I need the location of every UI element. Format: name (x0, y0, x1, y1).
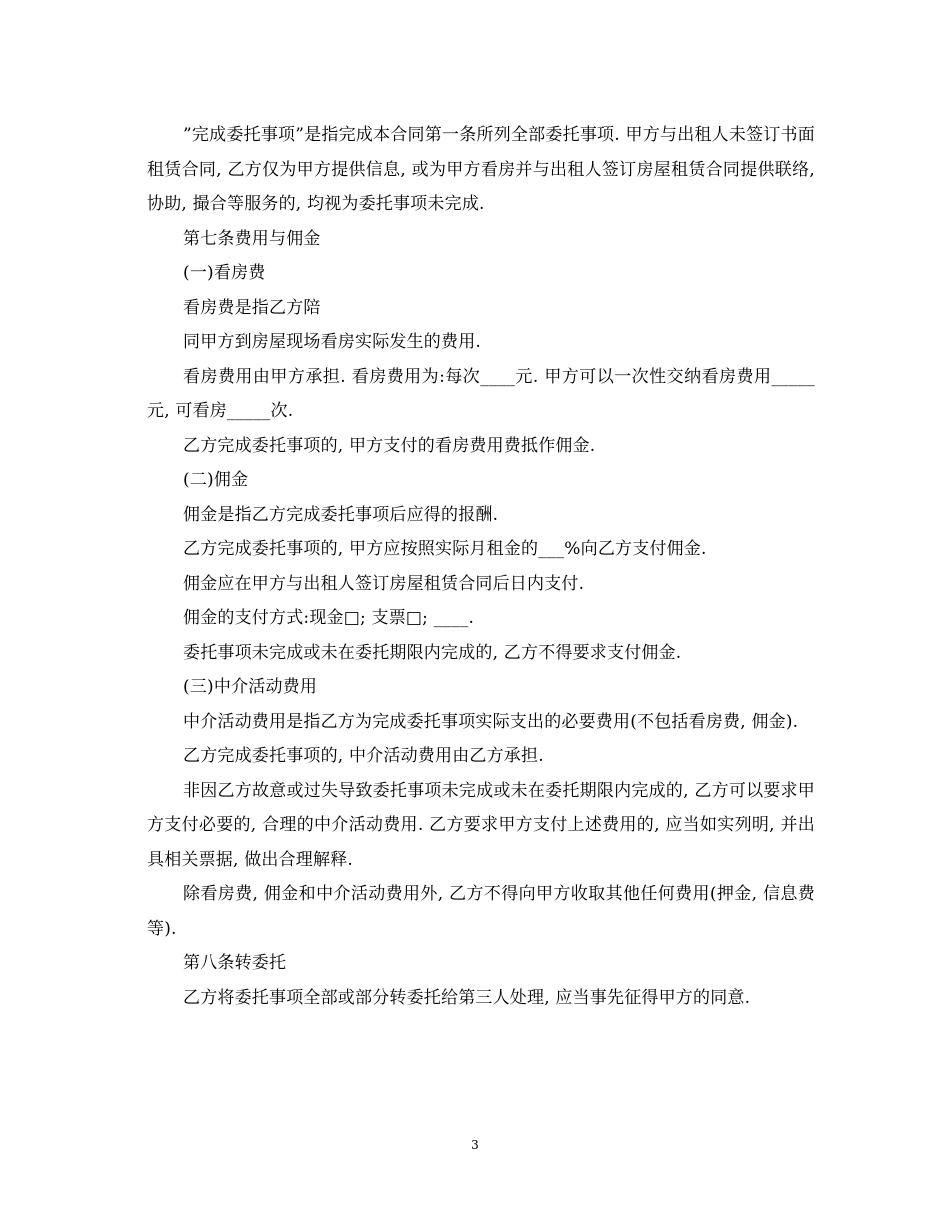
document-body (147, 118, 815, 1015)
paragraph-no-other-fees: 除看房费, 佣金和中介活动费用外, 乙方不得向甲方收取其他任何费用(押金, 信息费等). (147, 884, 815, 939)
paragraph-viewing-fee-definition-1: 看房费是指乙方陪 (183, 297, 321, 318)
paragraph-viewing-fee-offset: 乙方完成委托事项的, 甲方支付的看房费用费抵作佣金. (183, 435, 596, 456)
heading-article-8: 第八条转委托 (183, 953, 287, 973)
paragraph-completion-definition: ”完成委托事项”是指完成本合同第一条所列全部委托事项. 甲方与出租人未签订书面租赁合同, 乙方仅为甲方提供信息, 或为甲方看房并与出租人签订房屋租赁合同提供联络, 协助, 撮合等服务的, 均视为委托事项未完成. (147, 125, 815, 214)
paragraph-commission-payment-method: 佣金的支付方式:现金□; 支票□; ____. (183, 608, 475, 628)
paragraph-commission-deadline: 佣金应在甲方与出租人签订房屋租赁合同后日内支付. (183, 573, 585, 594)
paragraph-agency-expenses-borne: 乙方完成委托事项的, 中介活动费用由乙方承担. (183, 746, 544, 766)
paragraph-viewing-fee-payment: 看房费用由甲方承担. 看房费用为:每次____元. 甲方可以一次性交纳看房费用_____元, 可看房_____次. (147, 366, 815, 421)
paragraph-commission-definition: 佣金是指乙方完成委托事项后应得的报酬. (183, 504, 499, 525)
paragraph-agency-expenses-reimbursement: 非因乙方故意或过失导致委托事项未完成或未在委托期限内完成的, 乙方可以要求甲方支付必要的, 合理的中介活动费用. 乙方要求甲方支付上述费用的, 应当如实列明, 并出具相关票据, 做出合理解释. (147, 780, 815, 870)
subheading-agency-expenses: (三)中介活动费用 (183, 677, 318, 697)
paragraph-commission-forfeit: 委托事项未完成或未在委托期限内完成的, 乙方不得要求支付佣金. (183, 642, 682, 663)
subheading-viewing-fee: (一)看房费 (183, 263, 266, 283)
paragraph-viewing-fee-definition-2: 同甲方到房屋现场看房实际发生的费用. (183, 332, 482, 352)
paragraph-agency-expenses-definition: 中介活动费用是指乙方为完成委托事项实际支出的必要费用(不包括看房费, 佣金). (183, 711, 799, 732)
heading-article-7: 第七条费用与佣金 (183, 228, 321, 249)
paragraph-commission-rate: 乙方完成委托事项的, 甲方应按照实际月租金的___%向乙方支付佣金. (183, 539, 707, 559)
paragraph-subdelegation: 乙方将委托事项全部或部分转委托给第三人处理, 应当事先征得甲方的同意. (183, 987, 751, 1008)
subheading-commission: (二)佣金 (183, 470, 249, 490)
page-number: 3 (471, 1138, 479, 1152)
